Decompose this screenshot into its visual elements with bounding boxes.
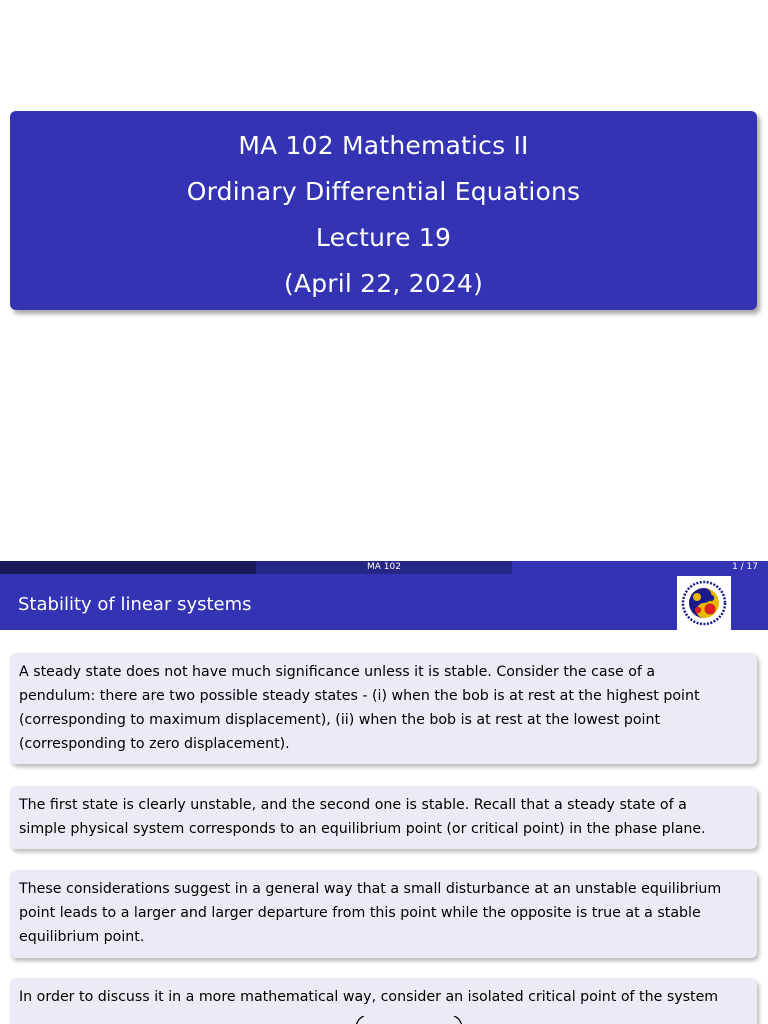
lecture-number: Lecture 19 <box>315 223 452 252</box>
course-title: MA 102 Mathematics II <box>238 131 529 160</box>
institute-logo <box>677 576 731 630</box>
title-block <box>10 111 757 310</box>
headline-left <box>0 561 256 574</box>
text-line: point leads to a larger and larger departure from this point while the opposite is true at a stable <box>19 905 701 921</box>
text-line: A steady state does not have much significance unless it is stable. Consider the case of a <box>19 664 656 680</box>
text-line: These considerations suggest in a general way that a small disturbance at an unstable equilibrium <box>19 881 722 897</box>
text-line: In order to discuss it in a more mathematical way, consider an isolated critical point of the system <box>19 989 719 1005</box>
text-line: pendulum: there are two possible steady states - (i) when the bob is at rest at the highest point <box>19 688 700 704</box>
text-block-steady-state <box>10 653 757 764</box>
headline-bar <box>0 561 768 574</box>
headline-course: MA 102 <box>256 561 512 574</box>
page-counter: 1 / 17 <box>512 561 768 574</box>
text-line: (corresponding to maximum displacement), (ii) when the bob is at rest at the lowest point <box>19 712 661 728</box>
text-line: equilibrium point. <box>19 929 145 945</box>
text-line: (corresponding to zero displacement). <box>19 736 290 752</box>
text-block-disturbance <box>10 870 757 958</box>
text-line: The first state is clearly unstable, and the second one is stable. Recall that a steady state of a <box>19 797 687 813</box>
text-block-stability <box>10 786 757 849</box>
lecture-date: (April 22, 2024) <box>283 269 484 298</box>
frame-title-bar <box>0 574 768 630</box>
course-subtitle: Ordinary Differential Equations <box>186 177 581 206</box>
equation-fragment <box>350 1016 470 1024</box>
frame-title: Stability of linear systems <box>18 594 252 615</box>
text-line: simple physical system corresponds to an equilibrium point (or critical point) in the phase plane. <box>19 821 706 837</box>
